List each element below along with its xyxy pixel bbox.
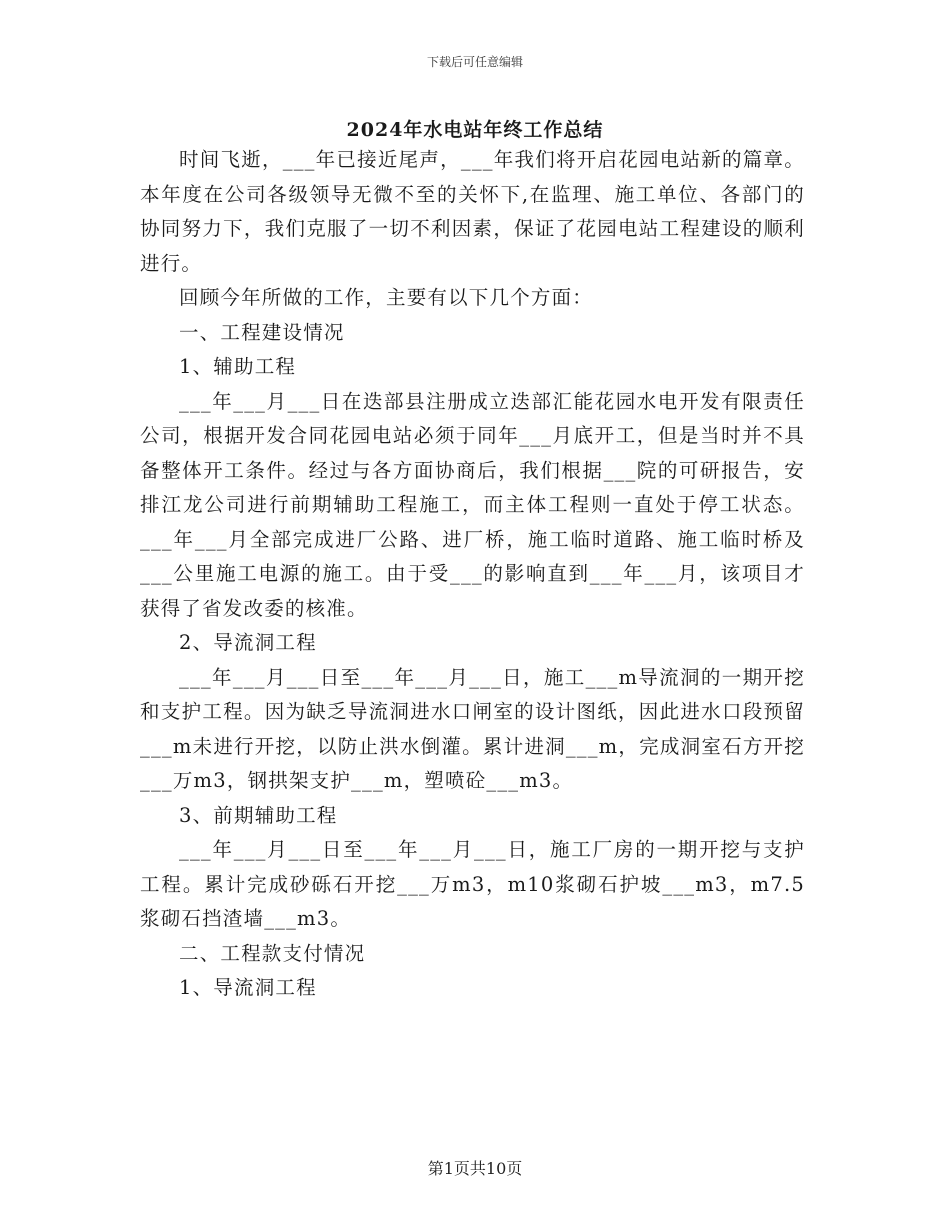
subsection-heading-early-auxiliary: 3、前期辅助工程	[179, 803, 338, 827]
section-heading-construction: 一、工程建设情况	[179, 320, 345, 344]
paragraph-diversion-tunnel: ___年___月___日至___年___月___日，施工___m导流洞的一期开挖和支护工程。因为缺乏导流洞进水口闸室的设计图纸，因此进水口段预留___m未进行开挖，以防止洪水倒灌。累计进洞___m，完成洞室石方开挖___万m3，钢拱架支护___m，塑喷砼___m3。	[140, 665, 805, 792]
paragraph-review: 回顾今年所做的工作，主要有以下几个方面：	[179, 286, 594, 309]
document-body	[140, 143, 805, 1006]
subsection-heading-payment-diversion: 1、导流洞工程	[179, 976, 317, 999]
document-title: 2024年水电站年终工作总结	[346, 119, 604, 141]
subsection-heading-diversion-tunnel: 2、导流洞工程	[179, 631, 317, 654]
paragraph-early-auxiliary: ___年___月___日至___年___月___日，施工厂房的一期开挖与支护工程。累计完成砂砾石开挖___万m3，m10浆砌石护坡___m3，m7.5浆砌石挡渣墙___m3。	[140, 838, 805, 930]
page-number-footer: 第1页共10页	[427, 1159, 523, 1178]
paragraph-auxiliary: ___年___月___日在迭部县注册成立迭部汇能花园水电开发有限责任公司，根据开发合同花园电站必须于同年___月底开工，但是当时并不具备整体开工条件。经过与各方面协商后，我们根据___院的可研报告，安排江龙公司进行前期辅助工程施工，而主体工程则一直处于停工状态。___年___月全部完成进厂公路、进厂桥，施工临时道路、施工临时桥及___公里施工电源的施工。由于受___的影响直到___年___月，该项目才获得了省发改委的核准。	[140, 389, 805, 620]
subsection-heading-auxiliary: 1、辅助工程	[179, 355, 297, 378]
page-header-note: 下载后可任意编辑	[426, 55, 523, 69]
paragraph-intro: 时间飞逝，___年已接近尾声，___年我们将开启花园电站新的篇章。本年度在公司各级领导无微不至的关怀下,在监理、施工单位、各部门的协同努力下，我们克服了一切不利因素，保证了花园电站工程建设的顺利进行。	[140, 148, 805, 275]
section-heading-payment: 二、工程款支付情况	[179, 941, 366, 965]
